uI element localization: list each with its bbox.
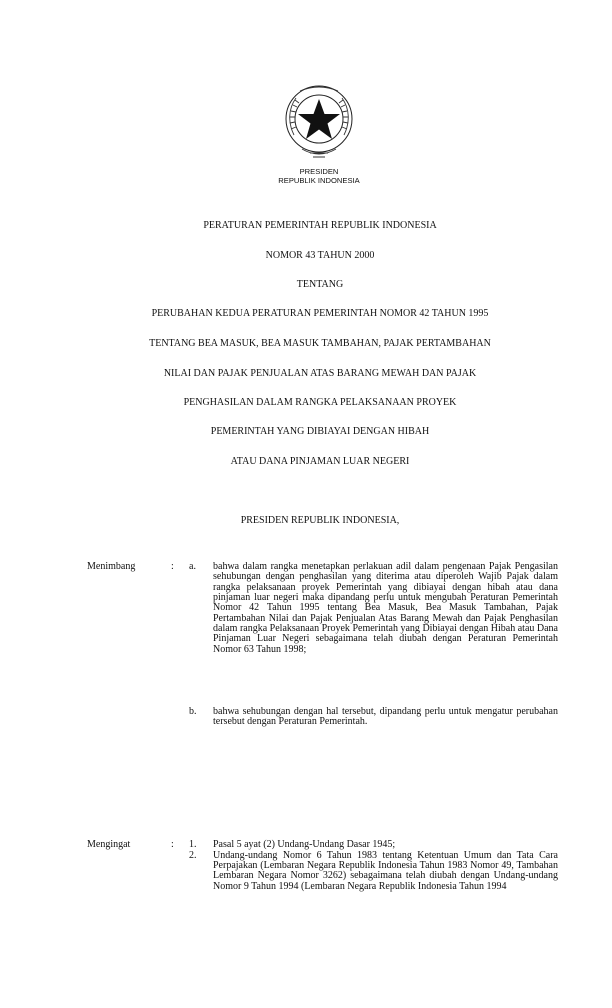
regulation-subject-line: PENGHASILAN DALAM RANGKA PELAKSANAAN PROYEK [183,397,457,408]
item-text: Undang-undang Nomor 6 Tahun 1983 tentang Ketentuan Umum dan Tata Cara Perpajakan (Lembaran Negara Republik Indonesia Tahun 1983 Nomor 49, Tambahan Lembaran Negara Nomor 3262) sebagaimana telah diubah dengan Undang-undang Nomor 9 Tahun 1994 (Lembaran Negara Republik Indonesia Tahun 1994 [213,849,558,892]
item-marker: b. [189,706,197,717]
president-heading: PRESIDEN REPUBLIK INDONESIA, [240,515,400,526]
regulation-about-label: TENTANG [296,279,344,290]
item-marker: 1. [189,839,197,850]
item-marker: 2. [189,849,197,861]
regulation-number: NOMOR 43 TAHUN 2000 [265,250,375,261]
item-marker: a. [189,561,196,572]
emblem-caption-republic: REPUBLIK INDONESIA [278,176,360,185]
emblem-caption-president: PRESIDEN [299,167,339,176]
mengingat-section [0,840,612,940]
item-text: bahwa dalam rangka menetapkan perlakuan adil dalam pengenaan Pajak Pengasilan sehubungan dengan penghasilan yang diterima atau diperoleh Wajib Pajak dalam rangka pelaksanaan proyek Pemerintah yang dibiayai dengan hibah atau dana pinjaman luar negeri maka dipandang perlu untuk mengubah Peraturan Pemerintah Nomor 42 Tahun 1995 tentang Bea Masuk, Bea Masuk Tambahan, Pajak Pertambahan Nilai dan Pajak Penjualan Atas Barang Mewah dan Pajak Penghasilan dalam rangka Pelaksanaan Proyek Pemerintah yang Dibiayai dengan Hibah atau Dana Pinjaman Luar Negeri sebagaimana telah diubah dengan Peraturan Pemerintah Nomor 63 Tahun 1998; [213,561,558,655]
garuda-emblem-icon [282,83,356,161]
regulation-subject-line: PEMERINTAH YANG DIBIAYAI DENGAN HIBAH [210,426,430,437]
item-text: Pasal 5 ayat (2) Undang-Undang Dasar 1945; [213,839,396,850]
regulation-subject-line: NILAI DAN PAJAK PENJUALAN ATAS BARANG MEWAH DAN PAJAK [163,368,477,379]
section-colon: : [171,839,174,850]
regulation-subject-line: ATAU DANA PINJAMAN LUAR NEGERI [230,456,410,467]
regulation-subject-line: PERUBAHAN KEDUA PERATURAN PEMERINTAH NOMOR 42 TAHUN 1995 [151,308,489,319]
regulation-subject-line: TENTANG BEA MASUK, BEA MASUK TAMBAHAN, PAJAK PERTAMBAHAN [149,338,491,349]
section-colon: : [171,561,174,572]
menimbang-label: Menimbang [87,561,136,572]
menimbang-section [0,562,612,732]
regulation-title: PERATURAN PEMERINTAH REPUBLIK INDONESIA [203,220,437,231]
mengingat-label: Mengingat [87,839,131,850]
item-text: bahwa sehubungan dengan hal tersebut, dipandang perlu untuk mengatur perubahan tersebut dengan Peraturan Pemerintah. [213,706,558,728]
